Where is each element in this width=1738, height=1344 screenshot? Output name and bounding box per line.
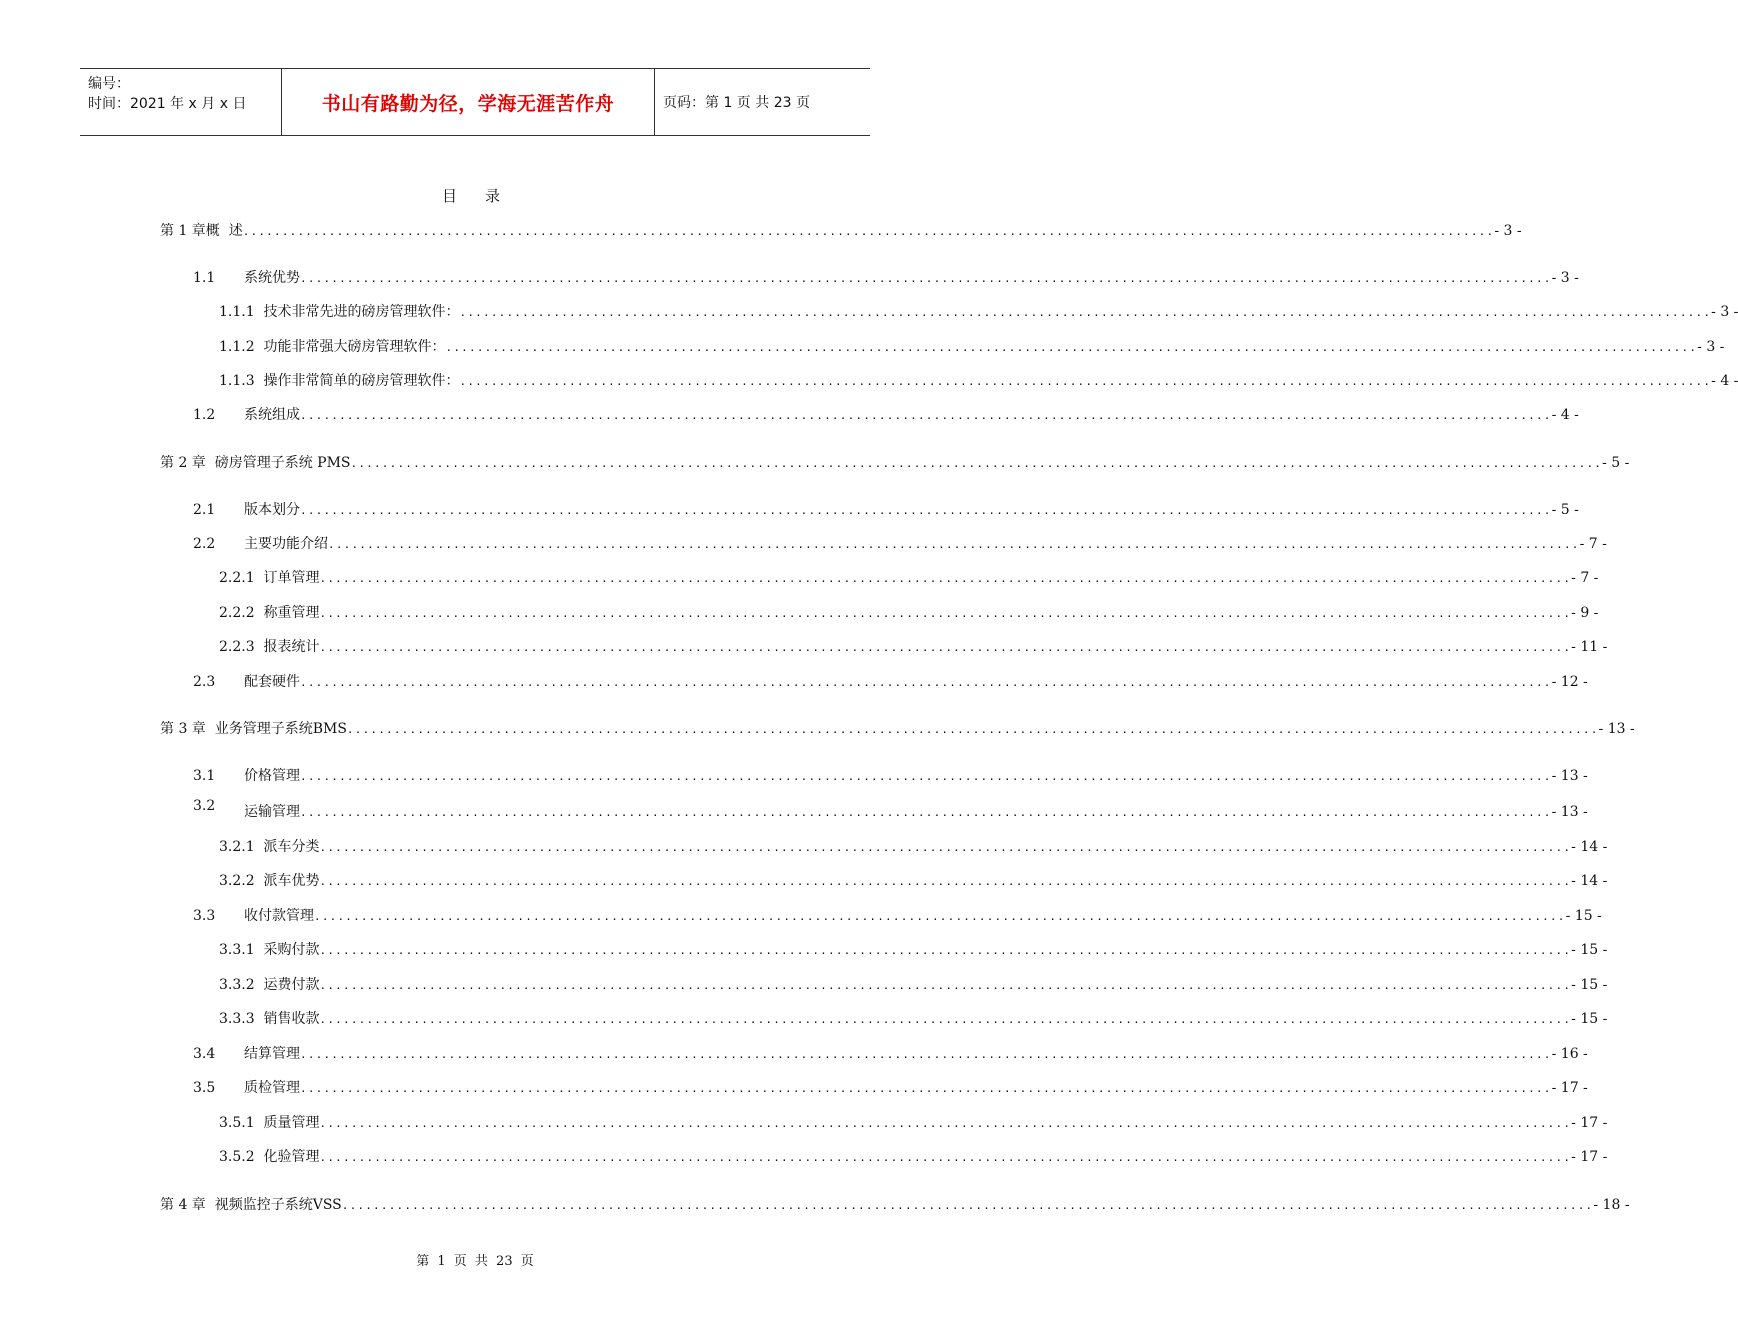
toc-entry-page: - 18 - bbox=[1593, 1197, 1630, 1213]
toc-leader-dots: ................................................................................................................................................................ bbox=[300, 806, 1552, 819]
toc-entry-row bbox=[244, 906, 1602, 927]
toc-entry-label: 第 1 章概 述 bbox=[160, 223, 243, 239]
toc-entry-page: - 7 - bbox=[1579, 536, 1607, 552]
toc-entry-page: - 3 - bbox=[1551, 270, 1579, 286]
toc-title: 目录 bbox=[441, 187, 528, 205]
toc-entry[interactable] bbox=[0, 837, 1608, 857]
toc-leader-dots: ................................................................................................................................................................ bbox=[319, 1117, 1572, 1130]
toc-entry-number: 3.1 bbox=[193, 768, 216, 784]
toc-entry-page: - 16 - bbox=[1551, 1046, 1588, 1062]
toc-entry-page: - 17 - bbox=[1571, 1115, 1608, 1131]
toc-entry-label: 3.3.2 运费付款 bbox=[219, 977, 320, 993]
toc-entry-number: 1.1 bbox=[193, 270, 216, 286]
toc-entry-page: - 3 - bbox=[1697, 339, 1725, 355]
toc-entry-row bbox=[219, 837, 1608, 858]
toc-entry-label: 2.2.3 报表统计 bbox=[219, 639, 320, 655]
toc-entry-page: - 17 - bbox=[1551, 1080, 1588, 1096]
toc-leader-dots: ................................................................................................................................................................ bbox=[459, 375, 1712, 388]
toc-entry-label: 1.1.1 技术非常先进的磅房管理软件： bbox=[219, 304, 460, 320]
toc-entry-page: - 14 - bbox=[1571, 839, 1608, 855]
toc-entry[interactable] bbox=[0, 798, 1588, 822]
toc-entry-label: 3.5.1 质量管理 bbox=[219, 1115, 320, 1131]
toc-leader-dots: ................................................................................................................................................................ bbox=[459, 306, 1712, 319]
page-footer: 第 1 页 共 23 页 bbox=[416, 1254, 534, 1269]
toc-entry[interactable] bbox=[0, 534, 1607, 554]
toc-leader-dots: ................................................................................................................................................................ bbox=[319, 1151, 1572, 1164]
document-date-label: 时间：2021 年 x 月 x 日 bbox=[88, 96, 247, 112]
header-page-cell bbox=[655, 69, 870, 135]
toc-entry-page: - 15 - bbox=[1571, 942, 1608, 958]
toc-entry-label: 第 2 章 磅房管理子系统 PMS bbox=[160, 455, 351, 471]
toc-entry[interactable] bbox=[0, 371, 1738, 391]
toc-entry[interactable] bbox=[0, 221, 1522, 241]
toc-entry-row bbox=[244, 500, 1579, 521]
toc-entry-number: 2.2 bbox=[193, 536, 216, 552]
toc-entry[interactable] bbox=[0, 405, 1579, 425]
toc-entry-label: 系统优势 bbox=[244, 270, 300, 286]
toc-entry-label: 3.3.3 销售收款 bbox=[219, 1011, 320, 1027]
toc-leader-dots: ................................................................................................................................................................ bbox=[319, 841, 1572, 854]
toc-leader-dots: ................................................................................................................................................................ bbox=[319, 875, 1572, 888]
toc-entry-row bbox=[219, 1113, 1608, 1134]
toc-leader-dots: ................................................................................................................................................................ bbox=[350, 457, 1603, 470]
toc-entry[interactable] bbox=[0, 337, 1725, 357]
toc-leader-dots: ................................................................................................................................................................ bbox=[346, 723, 1599, 736]
toc-entry-page: - 4 - bbox=[1711, 373, 1738, 389]
toc-entry[interactable] bbox=[0, 302, 1738, 322]
toc-entry-number: 2.1 bbox=[193, 502, 216, 518]
toc-entry-label: 运输管理 bbox=[244, 804, 300, 820]
toc-leader-dots: ................................................................................................................................................................ bbox=[319, 1013, 1572, 1026]
toc-leader-dots: ................................................................................................................................................................ bbox=[319, 944, 1572, 957]
toc-entry[interactable] bbox=[0, 719, 1635, 739]
toc-entry[interactable] bbox=[0, 1044, 1588, 1064]
toc-entry-row bbox=[219, 603, 1599, 624]
toc-entry-label: 收付款管理 bbox=[244, 908, 314, 924]
toc-entry-row bbox=[219, 302, 1738, 323]
toc-entry-row bbox=[219, 568, 1599, 589]
toc-entry-row bbox=[244, 534, 1607, 555]
toc-entry[interactable] bbox=[0, 268, 1579, 288]
toc-entry-row bbox=[244, 672, 1588, 693]
toc-entry-row bbox=[160, 719, 1635, 740]
toc-entry-row bbox=[244, 1044, 1588, 1065]
toc-entry-label: 质检管理 bbox=[244, 1080, 300, 1096]
toc-entry[interactable] bbox=[0, 500, 1579, 520]
toc-entry[interactable] bbox=[0, 1078, 1588, 1098]
toc-entry-row bbox=[219, 337, 1725, 358]
header-motto-cell bbox=[282, 69, 655, 135]
toc-entry[interactable] bbox=[0, 766, 1588, 786]
toc-entry-row bbox=[219, 371, 1738, 392]
page-header bbox=[80, 68, 870, 136]
toc-entry[interactable] bbox=[0, 1147, 1608, 1167]
toc-entry-row bbox=[160, 1195, 1630, 1216]
toc-entry-row bbox=[219, 940, 1608, 961]
toc-entry-label: 3.3.1 采购付款 bbox=[219, 942, 320, 958]
toc-entry-row bbox=[219, 975, 1608, 996]
toc-entry[interactable] bbox=[0, 453, 1630, 473]
toc-entry-page: - 4 - bbox=[1551, 407, 1579, 423]
toc-entry-page: - 14 - bbox=[1571, 873, 1608, 889]
toc-leader-dots: ................................................................................................................................................................ bbox=[300, 504, 1552, 517]
toc-entry-row bbox=[160, 453, 1630, 474]
toc-entry-label: 版本划分 bbox=[244, 502, 300, 518]
toc-entry-page: - 5 - bbox=[1602, 455, 1630, 471]
toc-entry-label: 系统组成 bbox=[244, 407, 300, 423]
toc-entry-row bbox=[219, 637, 1608, 658]
toc-entry-number: 3.2 bbox=[193, 798, 216, 814]
toc-entry-number: 2.3 bbox=[193, 674, 216, 690]
toc-leader-dots: ................................................................................................................................................................ bbox=[319, 607, 1572, 620]
toc-entry-page: - 13 - bbox=[1551, 768, 1588, 784]
header-motto: 书山有路勤为径，学海无涯苦作舟 bbox=[321, 92, 615, 115]
toc-entry-number: 3.3 bbox=[193, 908, 216, 924]
toc-leader-dots: ................................................................................................................................................................ bbox=[300, 272, 1552, 285]
toc-entry-page: - 3 - bbox=[1711, 304, 1738, 320]
document-number-label: 编号： bbox=[88, 76, 130, 92]
toc-leader-dots: ................................................................................................................................................................ bbox=[445, 341, 1698, 354]
toc-entry-page: - 15 - bbox=[1571, 977, 1608, 993]
toc-entry-label: 主要功能介绍 bbox=[244, 536, 328, 552]
toc-entry-page: - 9 - bbox=[1571, 605, 1599, 621]
header-page-info: 页码：第 1 页 共 23 页 bbox=[663, 95, 810, 111]
toc-entry[interactable] bbox=[0, 568, 1599, 588]
toc-entry-row bbox=[244, 802, 1588, 823]
toc-entry-row bbox=[219, 1009, 1608, 1030]
toc-leader-dots: ................................................................................................................................................................ bbox=[314, 910, 1566, 923]
toc-leader-dots: ................................................................................................................................................................ bbox=[300, 676, 1552, 689]
toc-entry[interactable] bbox=[0, 975, 1608, 995]
toc-entry-label: 结算管理 bbox=[244, 1046, 300, 1062]
toc-entry[interactable] bbox=[0, 1195, 1630, 1215]
toc-entry-row bbox=[244, 405, 1579, 426]
toc-entry-number: 3.4 bbox=[193, 1046, 216, 1062]
toc-entry-label: 3.5.2 化验管理 bbox=[219, 1149, 320, 1165]
toc-entry-row bbox=[244, 1078, 1588, 1099]
toc-entry-label: 1.1.3 操作非常简单的磅房管理软件： bbox=[219, 373, 460, 389]
toc-entry-page: - 12 - bbox=[1551, 674, 1588, 690]
toc-leader-dots: ................................................................................................................................................................ bbox=[300, 1048, 1552, 1061]
toc-entry-row bbox=[219, 1147, 1608, 1168]
toc-entry-label: 1.1.2 功能非常强大磅房管理软件： bbox=[219, 339, 446, 355]
toc-leader-dots: ................................................................................................................................................................ bbox=[300, 770, 1552, 783]
toc-entry-row bbox=[160, 221, 1522, 242]
toc-entry-page: - 5 - bbox=[1551, 502, 1579, 518]
toc-entry-row bbox=[219, 871, 1608, 892]
toc-entry-page: - 17 - bbox=[1571, 1149, 1608, 1165]
toc-entry[interactable] bbox=[0, 871, 1608, 891]
toc-entry[interactable] bbox=[0, 672, 1588, 692]
toc-entry-label: 3.2.1 派车分类 bbox=[219, 839, 320, 855]
toc-leader-dots: ................................................................................................................................................................ bbox=[300, 1082, 1552, 1095]
toc-entry-label: 配套硬件 bbox=[244, 674, 300, 690]
toc-entry-row bbox=[244, 268, 1579, 289]
toc-entry[interactable] bbox=[0, 906, 1602, 926]
toc-entry[interactable] bbox=[0, 940, 1608, 960]
toc-entry-page: - 15 - bbox=[1565, 908, 1602, 924]
toc-leader-dots: ................................................................................................................................................................ bbox=[319, 572, 1572, 585]
toc-entry-page: - 3 - bbox=[1494, 223, 1522, 239]
toc-leader-dots: ................................................................................................................................................................ bbox=[319, 641, 1572, 654]
toc-leader-dots: ................................................................................................................................................................ bbox=[319, 979, 1572, 992]
toc-entry-number: 3.5 bbox=[193, 1080, 216, 1096]
toc-entry-label: 第 3 章 业务管理子系统BMS bbox=[160, 721, 347, 737]
toc-entry-row bbox=[244, 766, 1588, 787]
toc-entry-number: 1.2 bbox=[193, 407, 216, 423]
toc-leader-dots: ................................................................................................................................................................ bbox=[328, 538, 1580, 551]
toc-entry[interactable] bbox=[0, 1009, 1608, 1029]
toc-entry-page: - 13 - bbox=[1598, 721, 1635, 737]
toc-entry-label: 3.2.2 派车优势 bbox=[219, 873, 320, 889]
header-meta bbox=[80, 69, 282, 135]
toc-entry-label: 2.2.1 订单管理 bbox=[219, 570, 320, 586]
toc-leader-dots: ................................................................................................................................................................ bbox=[300, 409, 1552, 422]
toc-entry-label: 价格管理 bbox=[244, 768, 300, 784]
toc-leader-dots: ................................................................................................................................................................ bbox=[242, 225, 1495, 238]
toc-entry[interactable] bbox=[0, 603, 1599, 623]
toc-entry[interactable] bbox=[0, 1113, 1608, 1133]
toc-leader-dots: ................................................................................................................................................................ bbox=[341, 1199, 1594, 1212]
toc-entry-label: 2.2.2 称重管理 bbox=[219, 605, 320, 621]
toc-entry-page: - 13 - bbox=[1551, 804, 1588, 820]
toc-entry-label: 第 4 章 视频监控子系统VSS bbox=[160, 1197, 342, 1213]
toc-entry-page: - 15 - bbox=[1571, 1011, 1608, 1027]
toc-entry[interactable] bbox=[0, 637, 1608, 657]
toc-entry-page: - 7 - bbox=[1571, 570, 1599, 586]
toc-entry-page: - 11 - bbox=[1571, 639, 1608, 655]
